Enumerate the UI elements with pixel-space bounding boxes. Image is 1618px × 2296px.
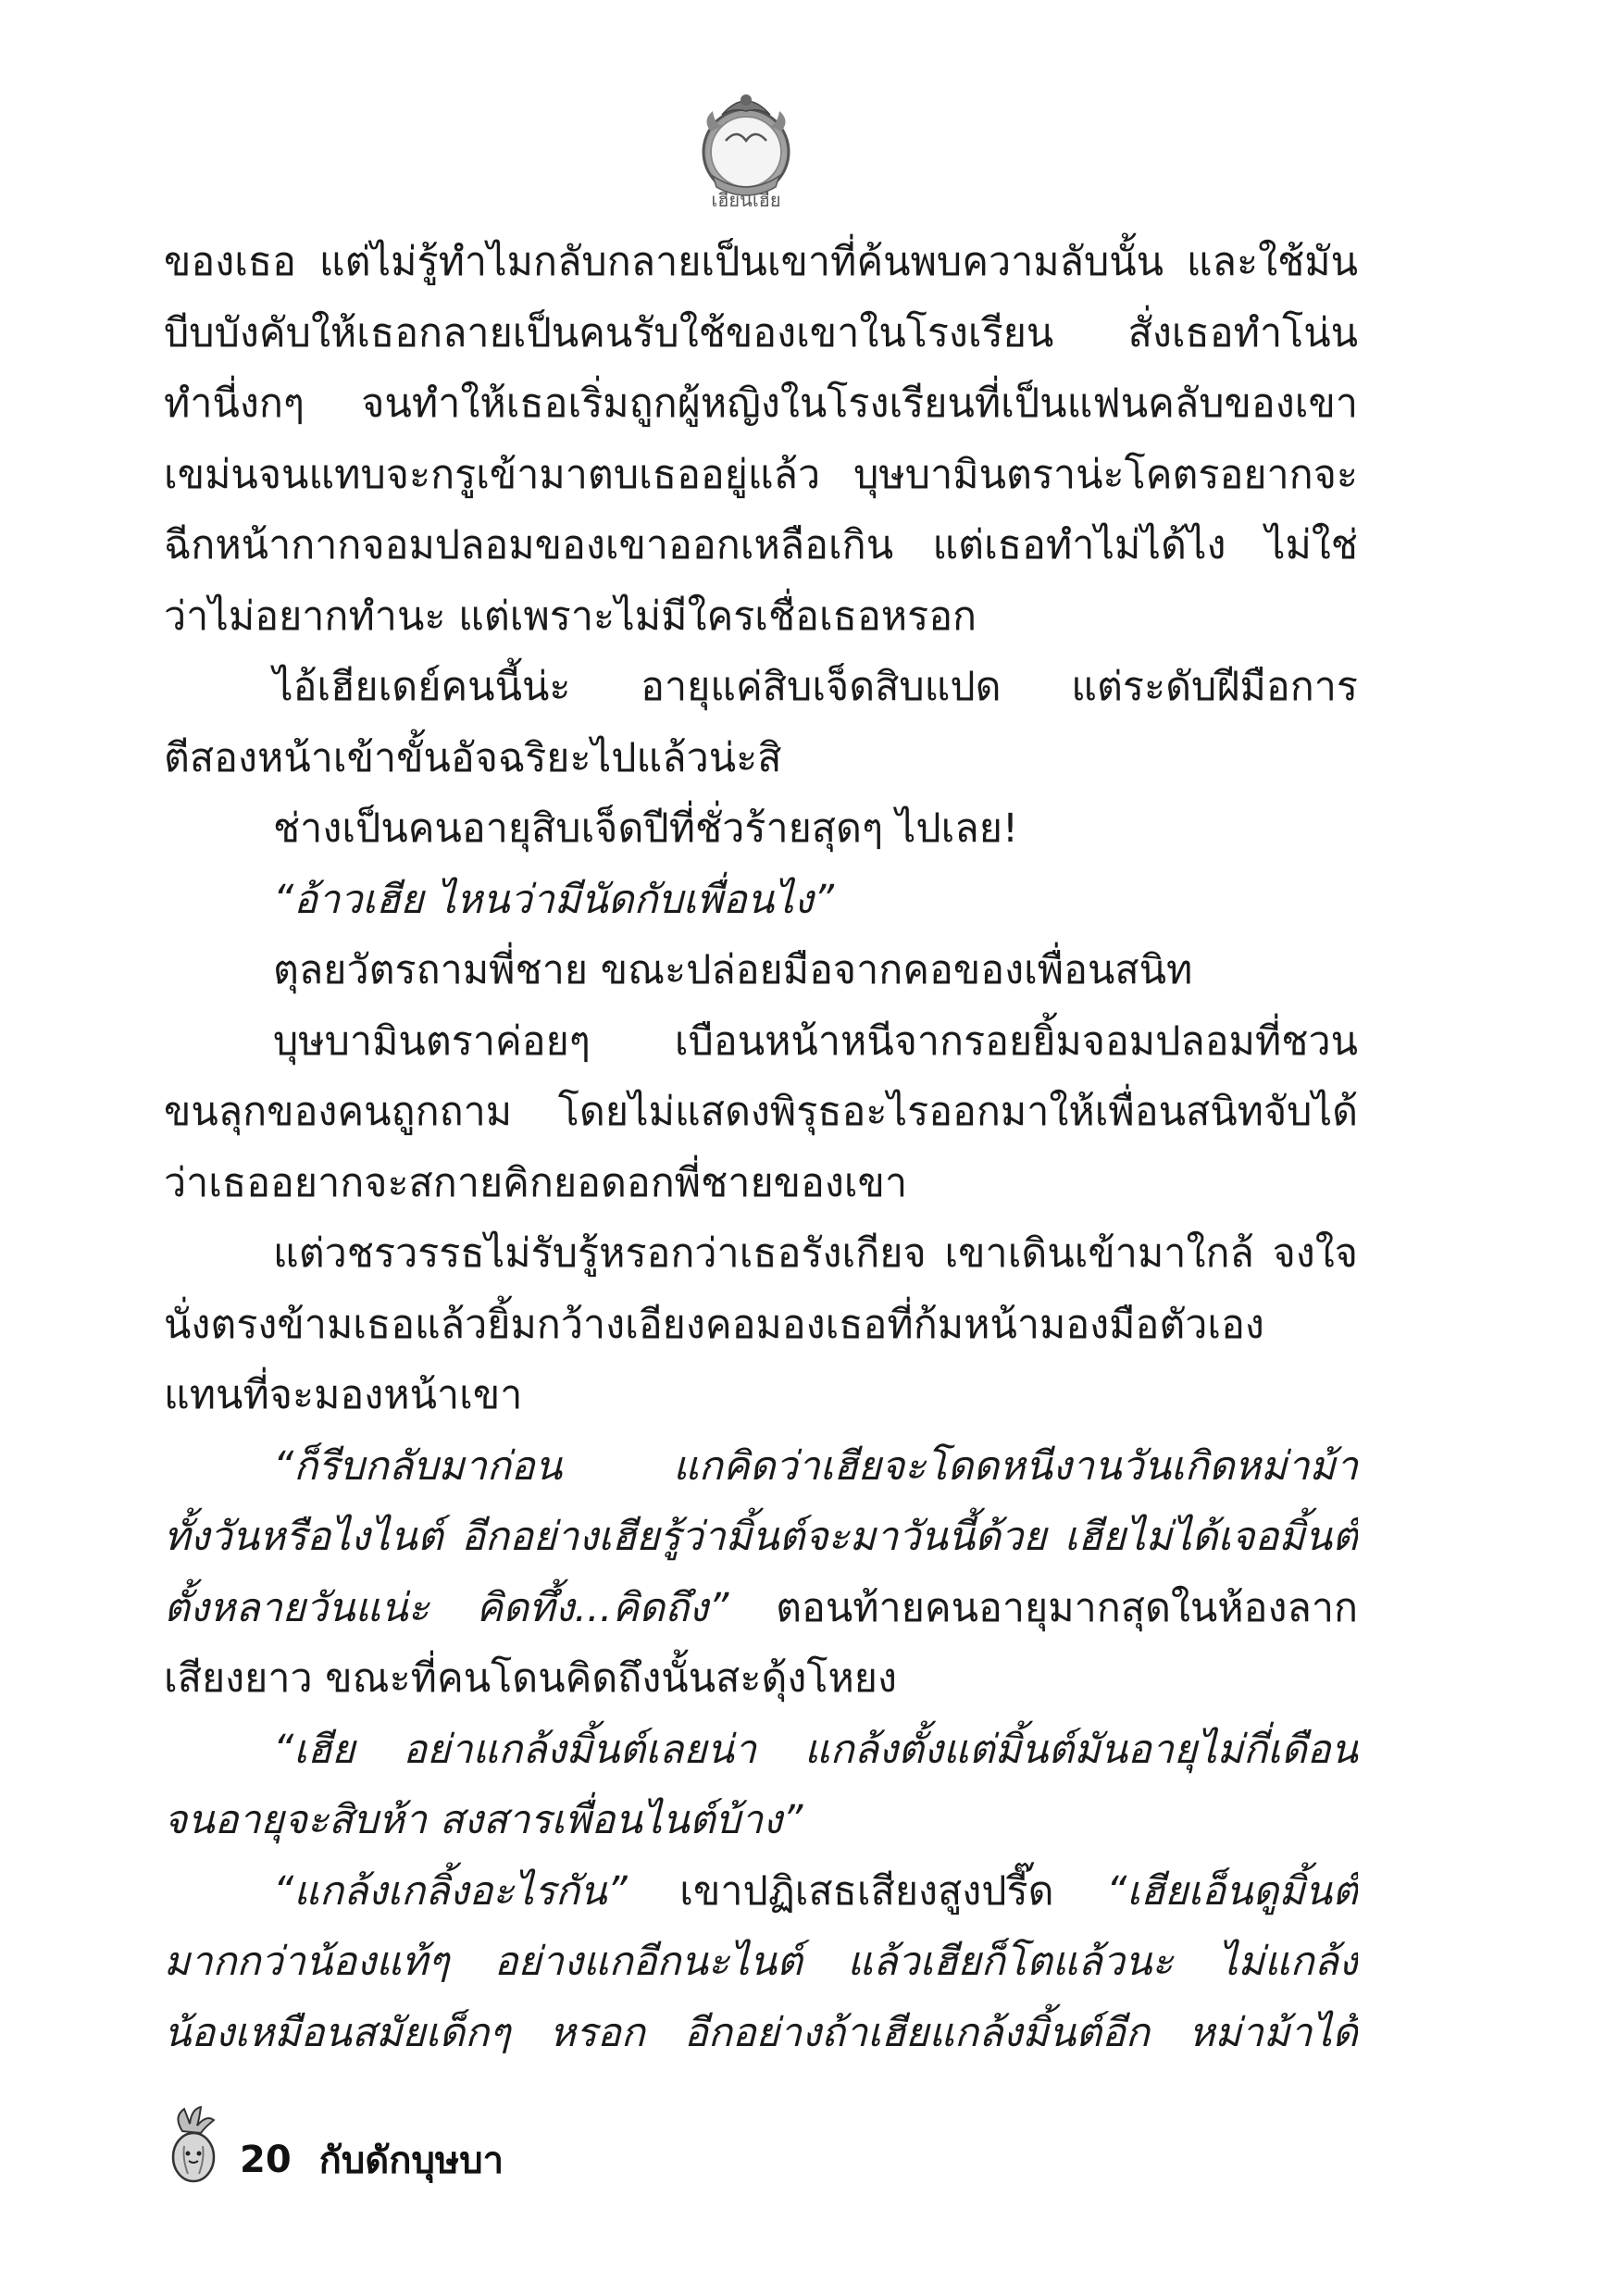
text-line: “อ้าวเฮีย ไหนว่ามีนัดกับเพื่อนไง” <box>273 876 835 923</box>
text-line <box>164 1573 1358 1644</box>
logo-text: เฮียนเฮีย <box>711 189 781 211</box>
text-line: ขนลุกของคนถูกถาม โดยไม่แสดงพิรุธอะไรออกมาให้เพื่อนสนิทจับได้ <box>164 1089 1358 1135</box>
text-line: “ก็รีบกลับมาก่อน แกคิดว่าเฮียจะโดดหนีงานวันเกิดหม่าม้า <box>273 1442 1358 1490</box>
italic-dialogue: ตั้งหลายวันแน่ะ คิดทึ้ง...คิดถึง” <box>164 1584 729 1631</box>
text-line: แต่วชรวรรธไม่รับรู้หรอกว่าเธอรังเกียจ เขาเดินเข้ามาใกล้ จงใจ <box>273 1230 1358 1277</box>
text-line <box>164 1856 1358 1928</box>
text-line: แทนที่จะมองหน้าเขา <box>164 1372 523 1418</box>
text-line: ตุลยวัตรถามพี่ชาย ขณะปล่อยมือจากคอของเพื่อนสนิท <box>273 947 1193 993</box>
text-line: เสียงยาว ขณะที่คนโดนคิดถึงนั้นสะดุ้งโหยง <box>164 1655 897 1702</box>
body-text <box>164 227 1358 2068</box>
text-line: ว่าไม่อยากทำนะ แต่เพราะไม่มีใครเชื่อเธอหรอก <box>164 593 977 640</box>
text-line: บุษบามินตราค่อยๆ เบือนหน้าหนีจากรอยยิ้มจอมปลอมที่ชวน <box>273 1017 1358 1065</box>
text-line: ตีสองหน้าเข้าขั้นอัจฉริยะไปแล้วน่ะสิ <box>164 734 782 781</box>
text-line: บีบบังคับให้เธอกลายเป็นคนรับใช้ของเขาในโรงเรียน สั่งเธอทำโน่น <box>164 309 1358 356</box>
text-line: ทำนี่งกๆ จนทำให้เธอเริ่มถูกผู้หญิงในโรงเรียนที่เป็นแฟนคลับของเขา <box>164 381 1358 427</box>
text-line: ทั้งวันหรือไงไนต์ อีกอย่างเฮียรู้ว่ามิ้นต์จะมาวันนี้ด้วย เฮียไม่ได้เจอมิ้นต์ <box>164 1514 1358 1560</box>
text-line: ช่างเป็นคนอายุสิบเจ็ดปีที่ชั่วร้ายสุดๆ ไปเลย! <box>273 805 1019 852</box>
page-footer <box>164 2102 504 2185</box>
text-line: ไอ้เฮียเดย์คนนี้น่ะ อายุแค่สิบเจ็ดสิบแปด แต่ระดับฝีมือการ <box>273 664 1358 710</box>
book-title: กับดักบุษบา <box>318 2140 504 2182</box>
text-line: จนอายุจะสิบห้า สงสารเพื่อนไนต์บ้าง” <box>164 1797 803 1843</box>
italic-dialogue: “เฮียเอ็นดูมิ้นต์ <box>1106 1867 1358 1915</box>
page-number: 20 <box>240 2139 292 2181</box>
garlic-character-icon <box>164 2103 223 2183</box>
text-line: ฉีกหน้ากากจอมปลอมของเขาออกเหลือเกิน แต่เธอทำไม่ได้ไง ไม่ใช่ <box>164 522 1358 568</box>
text-line: ว่าเธออยากจะสกายคิกยอดอกพี่ชายของเขา <box>164 1159 908 1206</box>
text-line: ของเธอ แต่ไม่รู้ทำไมกลับกลายเป็นเขาที่ค้นพบความลับนั้น และใช้มัน <box>164 239 1358 285</box>
narration-text: เขาปฏิเสธเสียงสูงปรี๊ด <box>627 1867 1107 1915</box>
header-logo <box>685 83 807 211</box>
text-line: มากกว่าน้องแท้ๆ อย่างแกอีกนะไนต์ แล้วเฮียก็โตแล้วนะ ไม่แกล้ง <box>164 1939 1358 1985</box>
italic-dialogue: “แกล้งเกลิ้งอะไรกัน” <box>273 1867 628 1915</box>
text-line: เขม่นจนแทบจะกรูเข้ามาตบเธออยู่แล้ว บุษบามินตราน่ะโคตรอยากจะ <box>164 451 1358 498</box>
text-line: น้องเหมือนสมัยเด็กๆ หรอก อีกอย่างถ้าเฮียแกล้งมิ้นต์อีก หม่าม้าได้ <box>164 2009 1358 2056</box>
text-line: นั่งตรงข้ามเธอแล้วยิ้มกว้างเอียงคอมองเธอที่ก้มหน้ามองมือตัวเอง <box>164 1301 1264 1348</box>
narration-text: ตอนท้ายคนอายุมากสุดในห้องลาก <box>728 1584 1358 1631</box>
text-line: “เฮีย อย่าแกล้งมิ้นต์เลยน่า แกล้งตั้งแต่มิ้นต์มันอายุไม่กี่เดือน <box>273 1726 1358 1773</box>
